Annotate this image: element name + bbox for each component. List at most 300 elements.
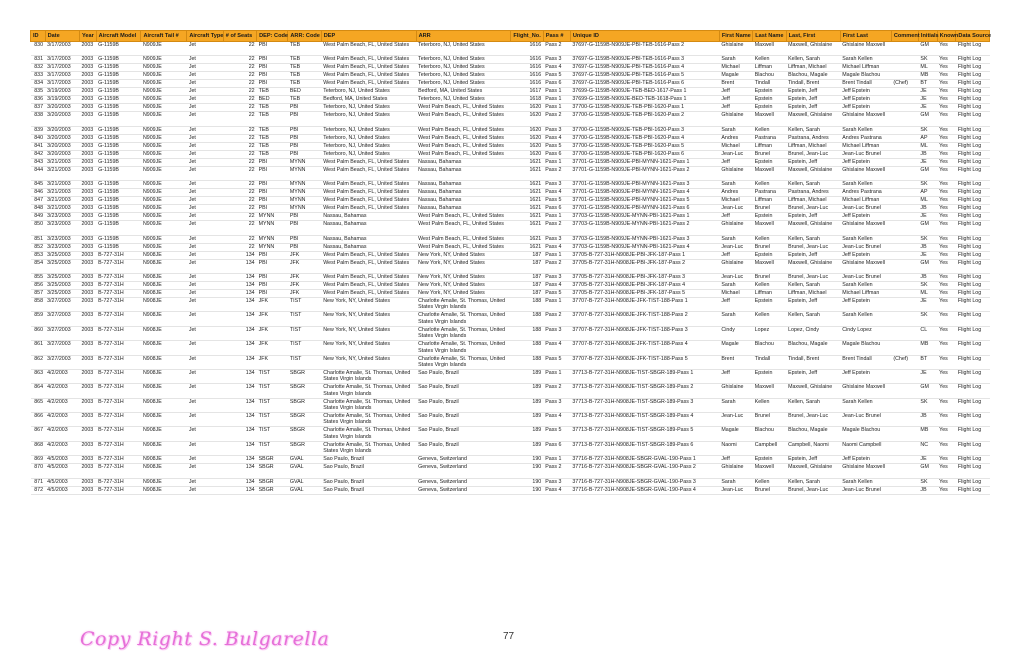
table-cell: Pass 3 [543, 126, 570, 134]
table-cell: Nassau, Bahamas [416, 197, 511, 205]
table-cell: N909JE [141, 104, 187, 112]
table-cell: New York, NY, United States [416, 289, 511, 297]
table-cell: Maxwell [753, 384, 786, 398]
table-cell [891, 369, 918, 383]
table-cell: Jet [187, 142, 223, 150]
table-cell: Jet [187, 112, 223, 126]
table-cell: Epstein, Jeff [786, 104, 840, 112]
table-cell: 190 [511, 464, 543, 478]
table-cell: West Palm Beach, FL, United States [321, 273, 416, 281]
table-cell: Teterboro, NJ, United States [321, 150, 416, 158]
table-cell: 37713-B-727-31H-N908JE-TIST-SBGR-189-Pass 2 [570, 384, 719, 398]
table-cell: Maxwell, Ghislaine [786, 464, 840, 478]
table-cell: Pass 5 [543, 142, 570, 150]
table-cell: JFK [288, 289, 321, 297]
table-cell: 37705-B-727-31H-N908JE-PBI-JFK-187-Pass 3 [570, 273, 719, 281]
table-cell: Jean-Luc [719, 273, 752, 281]
table-cell: Yes [937, 243, 956, 251]
table-cell: MB [918, 427, 937, 441]
table-cell: Nassau, Bahamas [321, 243, 416, 251]
table-cell: 3/23/2003 [45, 235, 79, 243]
table-cell: 134 [223, 312, 256, 326]
table-cell: 2003 [79, 456, 96, 464]
table-cell: Flight Log [956, 281, 990, 289]
table-cell: Flight Log [956, 150, 990, 158]
table-cell: N909JE [141, 64, 187, 72]
table-cell: 1616 [511, 42, 543, 56]
table-cell: Epstein, Jeff [786, 96, 840, 104]
table-cell: Maxwell [753, 166, 786, 180]
table-cell: Flight Log [956, 273, 990, 281]
table-cell: Sarah [719, 312, 752, 326]
table-cell: 3/19/2003 [45, 96, 79, 104]
table-cell: MYNN [257, 235, 288, 243]
table-cell: MYNN [288, 158, 321, 166]
table-cell: 843 [31, 158, 46, 166]
table-cell: TIST [288, 312, 321, 326]
table-cell: 1621 [511, 235, 543, 243]
table-cell: Jet [187, 80, 223, 88]
table-cell: N908JE [141, 281, 187, 289]
table-cell: JE [918, 251, 937, 259]
table-cell: Yes [937, 341, 956, 355]
table-cell: Kellen, Sarah [786, 398, 840, 412]
table-cell: JB [918, 486, 937, 494]
table-cell: PBI [288, 126, 321, 134]
table-cell: 3/27/2003 [45, 326, 79, 340]
table-row [31, 235, 990, 243]
table-cell: B-727-31H [96, 456, 141, 464]
table-cell: Epstein, Jeff [786, 456, 840, 464]
table-cell: Jet [187, 64, 223, 72]
table-cell: TIST [257, 413, 288, 427]
table-cell: ML [918, 142, 937, 150]
table-cell: B-727-31H [96, 398, 141, 412]
table-cell: 1621 [511, 189, 543, 197]
table-cell: JE [918, 158, 937, 166]
table-cell: New York, NY, United States [416, 251, 511, 259]
table-row [31, 181, 990, 189]
table-cell: Teterboro, NJ, United States [416, 64, 511, 72]
table-cell: AP [918, 134, 937, 142]
table-cell: Jeff [719, 158, 752, 166]
table-cell: Nassau, Bahamas [416, 166, 511, 180]
table-cell: Flight Log [956, 205, 990, 213]
table-cell: Magale [719, 341, 752, 355]
table-cell: 846 [31, 189, 46, 197]
table-cell [891, 88, 918, 96]
table-cell: 2003 [79, 355, 96, 369]
table-cell: 3/21/2003 [45, 158, 79, 166]
table-cell: Sarah Kellen [840, 312, 891, 326]
table-cell: 855 [31, 273, 46, 281]
table-cell: Charlotte Amalie, St. Thomas, United States Virgin Islands [321, 427, 416, 441]
table-cell: 1621 [511, 197, 543, 205]
table-cell: 834 [31, 80, 46, 88]
table-cell: JFK [288, 259, 321, 273]
table-cell: 190 [511, 478, 543, 486]
table-cell: Jean-Luc Brunel [840, 205, 891, 213]
table-cell: Pass 3 [543, 235, 570, 243]
table-cell: 4/5/2003 [45, 464, 79, 478]
table-row [31, 166, 990, 180]
table-cell: GM [918, 384, 937, 398]
table-cell: 1620 [511, 126, 543, 134]
column-header: DEP [321, 31, 416, 42]
table-cell: Jet [187, 259, 223, 273]
table-cell: Magale [719, 72, 752, 80]
table-cell: Jeff Epstein [840, 104, 891, 112]
table-cell: GM [918, 464, 937, 478]
table-cell: 37700-G-1159B-N909JE-TEB-PBI-1620-Pass 6 [570, 150, 719, 158]
table-cell: Blachou, Magale [786, 427, 840, 441]
table-cell: 187 [511, 251, 543, 259]
table-cell: Jet [187, 413, 223, 427]
table-cell: 188 [511, 312, 543, 326]
table-cell: Flight Log [956, 80, 990, 88]
table-cell: Teterboro, NJ, United States [321, 88, 416, 96]
table-cell: Flight Log [956, 289, 990, 297]
table-cell: 854 [31, 259, 46, 273]
table-cell: 4/2/2003 [45, 398, 79, 412]
table-cell: Jean-Luc Brunel [840, 273, 891, 281]
table-cell: 134 [223, 486, 256, 494]
table-cell: Sarah [719, 398, 752, 412]
table-cell: Pass 1 [543, 104, 570, 112]
table-cell: TIST [288, 341, 321, 355]
table-cell: Yes [937, 166, 956, 180]
table-cell: Yes [937, 104, 956, 112]
table-cell: West Palm Beach, FL, United States [321, 42, 416, 56]
table-cell: PBI [288, 213, 321, 221]
table-cell: 22 [223, 96, 256, 104]
table-cell: Ghislaine [719, 464, 752, 478]
table-cell: Nassau, Bahamas [416, 189, 511, 197]
table-cell: Pass 1 [543, 251, 570, 259]
table-cell: PBI [257, 289, 288, 297]
table-cell: Pass 4 [543, 243, 570, 251]
table-cell: Teterboro, NJ, United States [416, 72, 511, 80]
table-cell: 869 [31, 456, 46, 464]
table-cell: PBI [288, 235, 321, 243]
table-cell: Yes [937, 369, 956, 383]
table-cell: 853 [31, 251, 46, 259]
table-row [31, 326, 990, 340]
table-cell: 2003 [79, 441, 96, 455]
table-cell: Sao Paulo, Brazil [321, 478, 416, 486]
table-cell: Epstein, Jeff [786, 213, 840, 221]
table-cell: SK [918, 398, 937, 412]
table-cell: Jet [187, 42, 223, 56]
table-cell: Yes [937, 355, 956, 369]
table-cell: 22 [223, 243, 256, 251]
table-cell: Cindy Lopez [840, 326, 891, 340]
table-cell: Jean-Luc [719, 205, 752, 213]
table-cell: 2003 [79, 281, 96, 289]
table-cell: Sao Paulo, Brazil [321, 464, 416, 478]
table-cell: 2003 [79, 181, 96, 189]
table-cell: Michael Liffman [840, 142, 891, 150]
table-cell [891, 273, 918, 281]
table-cell: Brunel, Jean-Luc [786, 243, 840, 251]
table-cell: Yes [937, 273, 956, 281]
table-cell: 134 [223, 289, 256, 297]
table-cell: JE [918, 297, 937, 311]
table-cell: Brunel, Jean-Luc [786, 150, 840, 158]
table-cell: JFK [257, 297, 288, 311]
table-cell: MB [918, 72, 937, 80]
table-cell: 857 [31, 289, 46, 297]
table-cell: Flight Log [956, 259, 990, 273]
table-cell: Pass 1 [543, 297, 570, 311]
table-cell: Brunel [753, 486, 786, 494]
table-cell: Ghislaine Maxwell [840, 221, 891, 235]
table-cell: Maxwell, Ghislaine [786, 112, 840, 126]
table-cell: West Palm Beach, FL, United States [416, 243, 511, 251]
table-cell: Sao Paulo, Brazil [416, 384, 511, 398]
table-cell: Yes [937, 427, 956, 441]
table-cell: Teterboro, NJ, United States [416, 96, 511, 104]
table-cell: 2003 [79, 56, 96, 64]
table-cell [891, 126, 918, 134]
table-cell: Ghislaine Maxwell [840, 384, 891, 398]
table-cell: Flight Log [956, 369, 990, 383]
table-cell: Jet [187, 181, 223, 189]
table-cell: Andres Pastrana [840, 134, 891, 142]
table-cell: 1620 [511, 112, 543, 126]
table-cell: JB [918, 273, 937, 281]
table-cell: GVAL [288, 456, 321, 464]
table-cell: 134 [223, 281, 256, 289]
table-cell: Flight Log [956, 181, 990, 189]
table-cell: 22 [223, 42, 256, 56]
table-cell: Campbell [753, 441, 786, 455]
table-cell: GM [918, 166, 937, 180]
table-cell: 831 [31, 56, 46, 64]
table-cell: N908JE [141, 441, 187, 455]
column-header: Year [79, 31, 96, 42]
table-cell: 37707-B-727-31H-N908JE-JFK-TIST-188-Pass 2 [570, 312, 719, 326]
table-cell: 4/5/2003 [45, 456, 79, 464]
table-cell: Jet [187, 56, 223, 64]
table-cell: 37700-G-1159B-N909JE-TEB-PBI-1620-Pass 1 [570, 104, 719, 112]
table-cell: 37701-G-1159B-N909JE-PBI-MYNN-1621-Pass 1 [570, 158, 719, 166]
table-cell: 134 [223, 441, 256, 455]
table-cell: Sao Paulo, Brazil [416, 441, 511, 455]
table-cell: Jet [187, 441, 223, 455]
table-cell: 839 [31, 126, 46, 134]
table-cell: B-727-31H [96, 384, 141, 398]
table-cell: 37700-G-1159B-N909JE-TEB-PBI-1620-Pass 5 [570, 142, 719, 150]
table-cell: TEB [288, 42, 321, 56]
table-cell: GVAL [288, 486, 321, 494]
table-cell: G-1159B [96, 142, 141, 150]
table-cell: JFK [257, 312, 288, 326]
table-cell: Sarah Kellen [840, 56, 891, 64]
table-cell: Michael Liffman [840, 64, 891, 72]
table-cell: 2003 [79, 251, 96, 259]
table-cell: Pass 5 [543, 355, 570, 369]
table-cell: 22 [223, 181, 256, 189]
table-cell: 852 [31, 243, 46, 251]
table-cell: 134 [223, 413, 256, 427]
table-cell: Liffman, Michael [786, 142, 840, 150]
table-cell: 188 [511, 326, 543, 340]
table-cell: Pass 5 [543, 427, 570, 441]
table-cell: 2003 [79, 104, 96, 112]
table-cell: Sarah Kellen [840, 181, 891, 189]
table-cell: West Palm Beach, FL, United States [321, 56, 416, 64]
table-cell: PBI [257, 205, 288, 213]
table-cell [891, 312, 918, 326]
table-cell: N908JE [141, 464, 187, 478]
table-cell: 134 [223, 326, 256, 340]
table-cell: 1621 [511, 213, 543, 221]
table-cell: Jean-Luc Brunel [840, 486, 891, 494]
table-cell: 832 [31, 64, 46, 72]
table-cell: Pass 2 [543, 464, 570, 478]
table-row [31, 150, 990, 158]
table-cell: Ghislaine Maxwell [840, 259, 891, 273]
table-cell: 189 [511, 427, 543, 441]
table-cell: Teterboro, NJ, United States [416, 80, 511, 88]
table-cell: Charlotte Amalie, St. Thomas, United States Virgin Islands [321, 398, 416, 412]
table-cell: West Palm Beach, FL, United States [321, 289, 416, 297]
table-cell: 22 [223, 150, 256, 158]
table-cell: Flight Log [956, 326, 990, 340]
table-cell: West Palm Beach, FL, United States [416, 112, 511, 126]
table-cell: 4/5/2003 [45, 478, 79, 486]
table-cell: Jean-Luc Brunel [840, 150, 891, 158]
table-cell: 37701-G-1159B-N909JE-PBI-MYNN-1621-Pass 5 [570, 197, 719, 205]
table-cell: Pass 3 [543, 181, 570, 189]
table-cell: 833 [31, 72, 46, 80]
table-cell: Yes [937, 398, 956, 412]
table-cell: Pass 3 [543, 273, 570, 281]
table-cell: Flight Log [956, 235, 990, 243]
table-cell: 3/21/2003 [45, 197, 79, 205]
table-cell: Kellen, Sarah [786, 312, 840, 326]
table-cell: Brent Tindall [840, 80, 891, 88]
table-cell: G-1159B [96, 205, 141, 213]
table-cell: 37700-G-1159B-N909JE-TEB-PBI-1620-Pass 3 [570, 126, 719, 134]
table-cell [891, 413, 918, 427]
table-cell: Pass 1 [543, 456, 570, 464]
table-cell: Magale Blachou [840, 427, 891, 441]
table-cell [891, 235, 918, 243]
table-cell: SK [918, 281, 937, 289]
table-cell: West Palm Beach, FL, United States [321, 197, 416, 205]
table-cell: Tindall [753, 80, 786, 88]
table-cell: Blachou [753, 427, 786, 441]
table-cell: 4/2/2003 [45, 427, 79, 441]
table-cell: 37716-B-727-31H-N908JE-SBGR-GVAL-190-Pass 4 [570, 486, 719, 494]
table-cell: Flight Log [956, 464, 990, 478]
table-row [31, 42, 990, 56]
table-cell: Tindall, Brent [786, 355, 840, 369]
table-cell: 37707-B-727-31H-N908JE-JFK-TIST-188-Pass 3 [570, 326, 719, 340]
table-cell: Pass 2 [543, 384, 570, 398]
table-cell: Jet [187, 197, 223, 205]
table-cell: Ghislaine Maxwell [840, 42, 891, 56]
table-cell: Pass 2 [543, 221, 570, 235]
table-cell: 3/25/2003 [45, 281, 79, 289]
table-row [31, 464, 990, 478]
table-cell: G-1159B [96, 213, 141, 221]
table-cell: 37705-B-727-31H-N908JE-PBI-JFK-187-Pass 2 [570, 259, 719, 273]
table-cell: Maxwell, Ghislaine [786, 166, 840, 180]
table-cell: 134 [223, 384, 256, 398]
table-cell: JFK [288, 251, 321, 259]
table-cell: 836 [31, 96, 46, 104]
column-header: ID [31, 31, 46, 42]
table-row [31, 341, 990, 355]
table-cell: Nassau, Bahamas [321, 213, 416, 221]
table-cell: 37697-G-1159B-N909JE-PBI-TEB-1616-Pass 5 [570, 72, 719, 80]
table-cell: N909JE [141, 213, 187, 221]
table-cell: Jet [187, 341, 223, 355]
table-cell: 22 [223, 72, 256, 80]
table-cell: 1620 [511, 104, 543, 112]
table-cell: Yes [937, 158, 956, 166]
table-cell: N908JE [141, 384, 187, 398]
table-cell: 37703-G-1159B-N909JE-MYNN-PBI-1621-Pass 1 [570, 213, 719, 221]
table-cell: 849 [31, 213, 46, 221]
table-cell: N908JE [141, 289, 187, 297]
table-cell: Jet [187, 297, 223, 311]
table-cell: Teterboro, NJ, United States [321, 142, 416, 150]
table-cell: TEB [257, 150, 288, 158]
table-cell: New York, NY, United States [321, 297, 416, 311]
table-cell: SBGR [288, 398, 321, 412]
table-cell: 22 [223, 221, 256, 235]
table-cell: 37699-G-1159B-N909JE-TEB-BED-1617-Pass 1 [570, 88, 719, 96]
table-cell: Jeff Epstein [840, 369, 891, 383]
table-cell: 37700-G-1159B-N909JE-TEB-PBI-1620-Pass 4 [570, 134, 719, 142]
table-cell: N909JE [141, 112, 187, 126]
table-cell: Cindy [719, 326, 752, 340]
table-cell: Sarah Kellen [840, 398, 891, 412]
page-number: 77 [503, 631, 515, 642]
table-cell: Pass 2 [543, 42, 570, 56]
table-row [31, 80, 990, 88]
table-cell: Jean-Luc [719, 150, 752, 158]
table-cell: Liffman [753, 142, 786, 150]
table-cell: Epstein [753, 456, 786, 464]
table-cell: JFK [288, 281, 321, 289]
table-row [31, 104, 990, 112]
table-cell: 3/23/2003 [45, 213, 79, 221]
table-cell: Jet [187, 281, 223, 289]
table-cell: Yes [937, 235, 956, 243]
table-cell: SBGR [288, 427, 321, 441]
table-cell: Pass 6 [543, 150, 570, 158]
table-cell: 189 [511, 441, 543, 455]
column-header: Known [937, 31, 956, 42]
table-cell: (Chef) [891, 80, 918, 88]
table-cell: B-727-31H [96, 413, 141, 427]
table-cell: West Palm Beach, FL, United States [321, 281, 416, 289]
table-cell: TIST [288, 355, 321, 369]
column-header: DEP: Code [257, 31, 288, 42]
table-cell: 22 [223, 142, 256, 150]
table-cell: G-1159B [96, 104, 141, 112]
table-cell: Jet [187, 243, 223, 251]
table-cell: G-1159B [96, 189, 141, 197]
table-cell: Kellen [753, 281, 786, 289]
table-cell: G-1159B [96, 88, 141, 96]
table-cell: G-1159B [96, 64, 141, 72]
